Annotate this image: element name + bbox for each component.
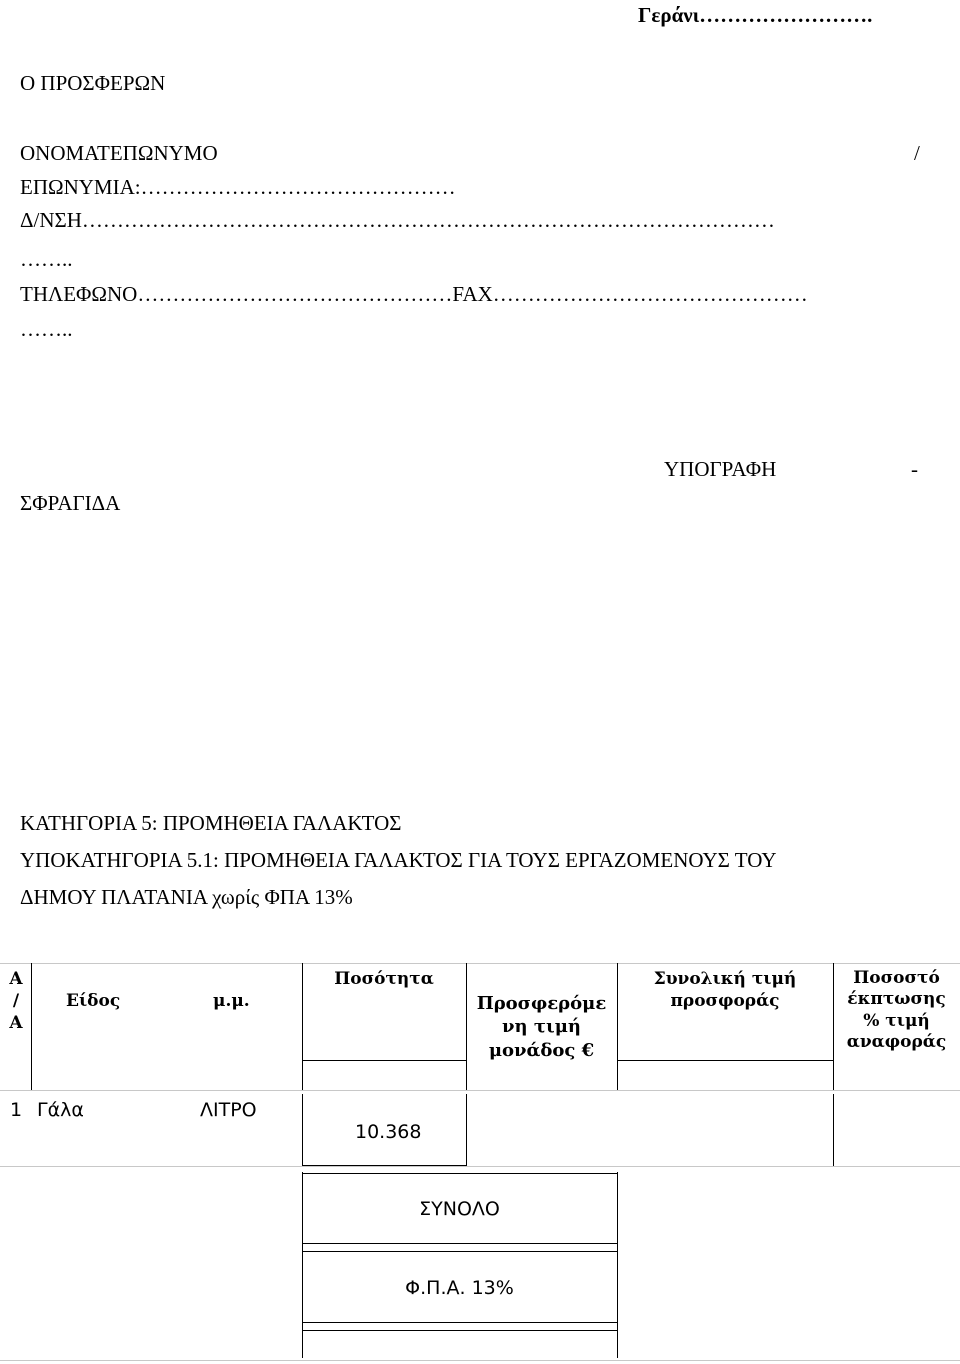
row-item: Γάλα [37,1099,84,1121]
totals-right-border [617,1172,618,1358]
col-divider [302,1094,303,1166]
signature-label: ΥΠΟΓΡΑΦΗ [664,457,777,481]
header-row-rule [617,1060,833,1061]
totals-rule [302,1243,617,1244]
address-continuation: …….. [20,247,73,271]
address-label: Δ/ΝΣΗ……………………………………………………………………………………… [20,208,775,232]
col-header-qty: Ποσότητα [334,969,434,989]
header-row-rule [302,1060,466,1061]
totals-rule [302,1173,617,1174]
signature-dash: - [911,457,918,481]
name-label: ΟΝΟΜΑΤΕΠΩΝΥΜΟ [20,141,218,165]
totals-rule [302,1251,617,1252]
totals-rule [302,1330,617,1331]
offeror-title: Ο ΠΡΟΣΦΕΡΩΝ [20,71,166,95]
total-label: ΣΥΝΟΛΟ [419,1198,500,1220]
phone-fax-continuation: …….. [20,317,73,341]
col-header-total: Συνολική τιμή προσφοράς [653,969,797,1012]
col-header-discount: Ποσοστό έκπτωσης % τιμή αναφοράς [846,968,947,1052]
row-qty: 10.368 [355,1121,422,1143]
subcategory-title-cont: ΔΗΜΟΥ ΠΛΑΤΑΝΙΑ χωρίς ΦΠΑ 13% [20,885,353,909]
category-title: ΚΑΤΗΓΟΡΙΑ 5: ΠΡΟΜΗΘΕΙΑ ΓΑΛΑΚΤΟΣ [20,811,402,835]
phone-fax-label: ΤΗΛΕΦΩΝΟ………………………………………FAX……………………………………… [20,282,808,306]
row-bottom-rule [0,1166,960,1167]
table-top-rule [0,963,960,964]
header-bottom-rule [0,1090,960,1091]
row-unit: ΛΙΤΡΟ [200,1099,257,1121]
vat-label: Φ.Π.Α. 13% [405,1277,514,1299]
col-header-unit-price: Προσφερόμε νη τιμή μονάδος € [476,993,607,1061]
col-divider [31,963,32,1090]
name-slash: / [914,141,920,165]
row-aa: 1 [10,1099,23,1121]
col-header-item: Είδος [66,991,121,1011]
company-label: ΕΠΩΝΥΜΙΑ:……………………………………… [20,175,456,199]
col-divider [466,1094,467,1166]
totals-bottom-rule [0,1360,960,1361]
col-header-unit: μ.μ. [213,991,250,1011]
col-header-aa: Α / Α [9,969,23,1034]
subcategory-title: ΥΠΟΚΑΤΗΓΟΡΙΑ 5.1: ΠΡΟΜΗΘΕΙΑ ΓΑΛΑΚΤΟΣ ΓΙΑ ΤΟΥΣ ΕΡΓΑΖΟΜΕΝΟΥΣ ΤΟΥ [20,848,777,872]
place-date: Γεράνι……………………. [638,3,873,27]
totals-rule [302,1322,617,1323]
stamp-label: ΣΦΡΑΓΙΔΑ [20,491,121,515]
col-divider [833,1094,834,1166]
